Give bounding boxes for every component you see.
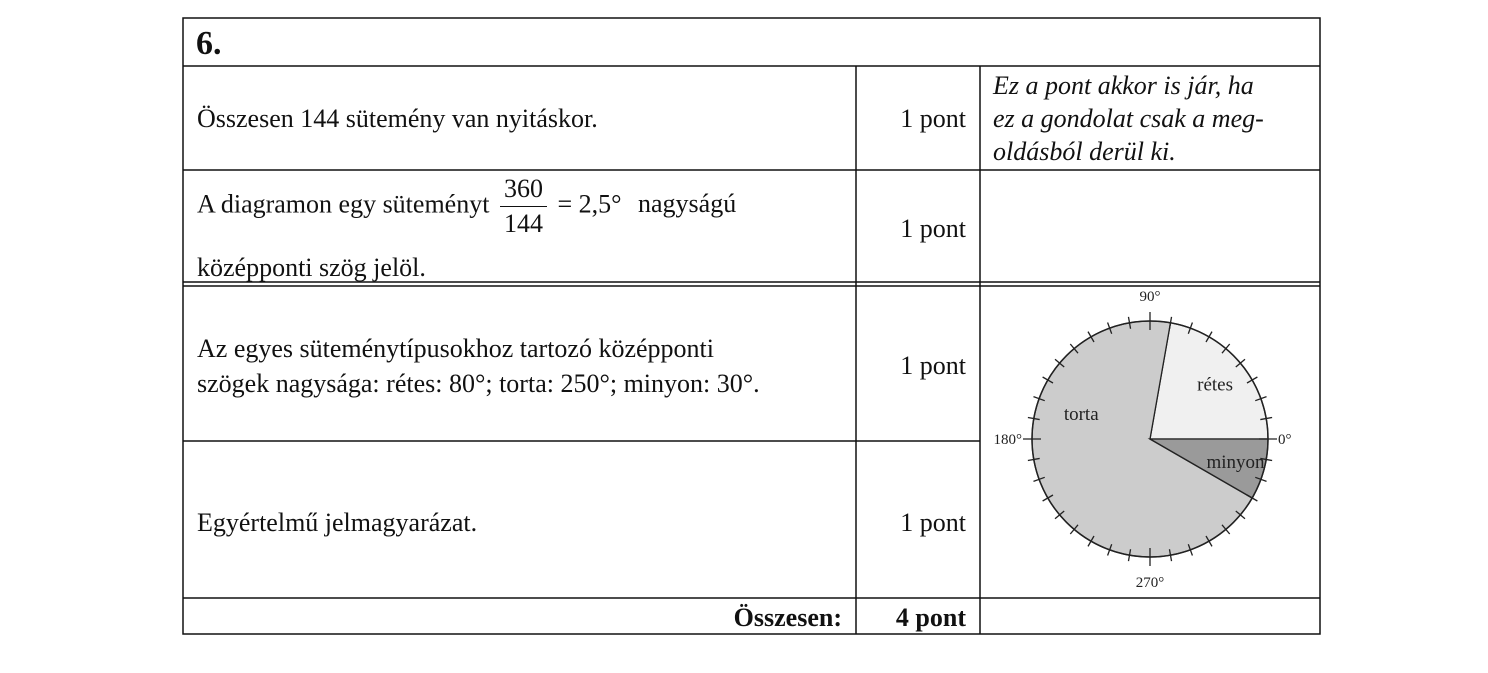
row1-points: 1 pont <box>900 104 966 133</box>
total-points: 4 pont <box>895 603 966 632</box>
row3-text-line2: szögek nagysága: rétes: 80°; torta: 250°; minyon: 30°. <box>197 369 760 398</box>
row2-formula-line <box>197 172 736 241</box>
note-line: ez a gondolat csak a meg- <box>993 104 1264 133</box>
slice-label-retes: rétes <box>1197 374 1234 396</box>
axis-label: 0° <box>1278 432 1292 448</box>
axis-label: 270° <box>1135 575 1165 591</box>
axis-label: 180° <box>993 432 1022 448</box>
row1-text: Összesen 144 sütemény van nyitáskor. <box>197 104 598 133</box>
pie-chart <box>985 287 1315 597</box>
fraction-denominator: 144 <box>503 209 543 238</box>
row2-text-after: nagyságú <box>638 189 737 219</box>
row3-points: 1 pont <box>900 351 966 380</box>
slice-label-torta: torta <box>1063 403 1099 425</box>
note-line: oldásból derül ki. <box>993 137 1176 166</box>
axis-label: 90° <box>1139 289 1161 305</box>
slice-label-minyon: minyon <box>1206 451 1265 473</box>
problem-number: 6. <box>196 25 222 62</box>
row4-points: 1 pont <box>900 508 966 537</box>
row2-text-line2: középponti szög jelöl. <box>197 253 426 282</box>
note-line: Ez a pont akkor is jár, ha <box>993 71 1254 100</box>
fraction-numerator: 360 <box>500 172 547 207</box>
row2-text-before: A diagramon egy süteményt <box>197 189 490 219</box>
pie-slices <box>1032 321 1268 557</box>
row4-text: Egyértelmű jelmagyarázat. <box>197 508 478 537</box>
row3-text-line1: Az egyes süteménytípusokhoz tartozó középponti <box>197 334 714 363</box>
row2-points: 1 pont <box>900 214 966 243</box>
equals-value: = 2,5° <box>557 189 622 219</box>
fraction <box>500 172 547 241</box>
total-label: Összesen: <box>733 603 842 632</box>
row1-note <box>993 69 1264 168</box>
